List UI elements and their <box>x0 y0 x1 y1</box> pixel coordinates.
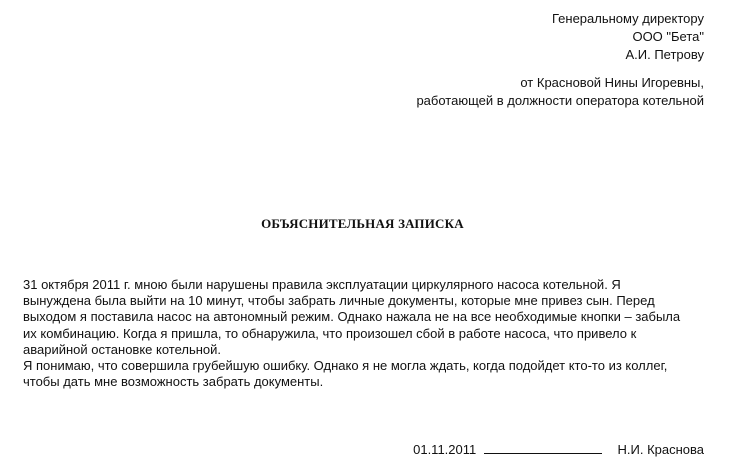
body-line: аварийной остановке котельной. <box>23 341 222 357</box>
signature-row <box>413 441 704 457</box>
document-title: ОБЪЯСНИТЕЛЬНАЯ ЗАПИСКА <box>261 216 464 231</box>
body-line: Я понимаю, что совершила грубейшую ошибку. Однако я не могла ждать, когда подойдет кто-то из коллег, <box>23 358 668 374</box>
sender-block <box>416 74 704 110</box>
addressee-company: ООО "Бета" <box>632 29 704 44</box>
addressee-position: Генеральному директору <box>552 11 704 26</box>
body-line: 31 октября 2011 г. мною были нарушены правила эксплуатации циркулярного насоса котельной. Я <box>23 277 621 292</box>
addressee-block <box>552 10 704 64</box>
signature-date: 01.11.2011 <box>413 442 477 457</box>
signature-name: Н.И. Краснова <box>617 442 704 457</box>
body-line: вынуждена была выйти на 10 минут, чтобы забрать личные документы, которые мне привез сын. Перед <box>23 293 655 309</box>
document-body <box>23 277 723 390</box>
addressee-name: А.И. Петрову <box>625 47 704 62</box>
body-line: чтобы дать мне возможность забрать документы. <box>23 374 324 390</box>
sender-name: от Красновой Нины Игоревны, <box>520 75 704 90</box>
body-line: их комбинацию. Когда я пришла, то обнаружила, что произошел сбой в работе насоса, что привело к <box>23 325 637 341</box>
body-line: выходом я поставила насос на автономный режим. Однако нажала не на все необходимые кнопки – забыла <box>23 309 681 325</box>
signature-line <box>484 441 602 454</box>
sender-position: работающей в должности оператора котельной <box>416 93 704 108</box>
